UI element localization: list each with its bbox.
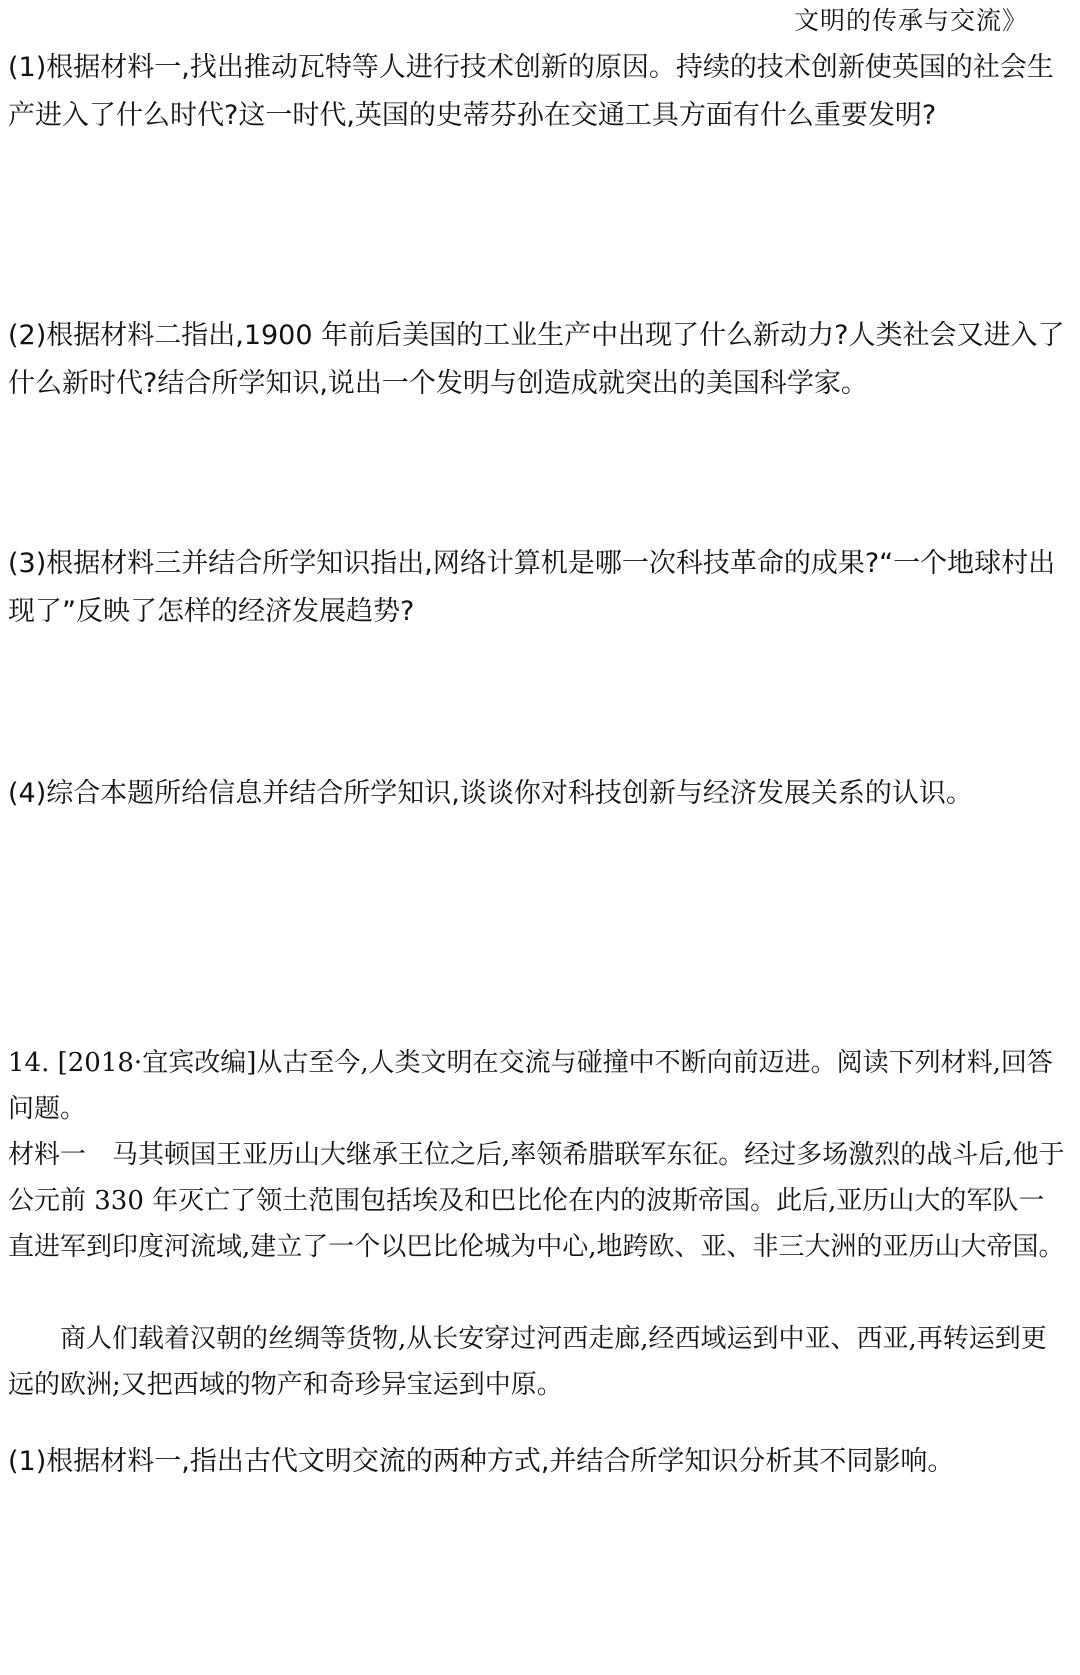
question-13-part-3: (3)根据材料三并结合所学知识指出,网络计算机是哪一次科技革命的成果?“一个地球村出现了”反映了怎样的经济发展趋势? <box>8 548 1056 627</box>
question-14-material-1: 材料一 马其顿国王亚历山大继承王位之后,率领希腊联军东征。经过多场激烈的战斗后,他于公元前 330 年灭亡了领土范围包括埃及和巴比伦在内的波斯帝国。此后,亚历山大的军队一直进军到印度河流域,建立了一个以巴比伦城为中心,地跨欧、亚、非三大洲的亚历山大帝国。 <box>8 1140 1065 1262</box>
question-14-stem: 14. [2018·宜宾改编]从古至今,人类文明在交流与碰撞中不断向前迈进。阅读下列材料,回答问题。 <box>8 1048 1053 1124</box>
question-14-material-1-continued: 商人们载着汉朝的丝绸等货物,从长安穿过河西走廊,经西域运到中亚、西亚,再转运到更远的欧洲;又把西域的物产和奇珍异宝运到中原。 <box>8 1324 1047 1400</box>
question-13-part-1: (1)根据材料一,找出推动瓦特等人进行技术创新的原因。持续的技术创新使英国的社会生产进入了什么时代?这一时代,英国的史蒂芬孙在交通工具方面有什么重要发明? <box>8 52 1054 131</box>
question-13-part-2: (2)根据材料二指出,1900 年前后美国的工业生产中出现了什么新动力?人类社会又进入了什么新时代?结合所学知识,说出一个发明与创造成就突出的美国科学家。 <box>8 320 1065 399</box>
running-header: 文明的传承与交流》 <box>793 6 1028 35</box>
question-13-part-4: (4)综合本题所给信息并结合所学知识,谈谈你对科技创新与经济发展关系的认识。 <box>8 778 973 809</box>
question-14-part-1: (1)根据材料一,指出古代文明交流的两种方式,并结合所学知识分析其不同影响。 <box>8 1446 955 1477</box>
